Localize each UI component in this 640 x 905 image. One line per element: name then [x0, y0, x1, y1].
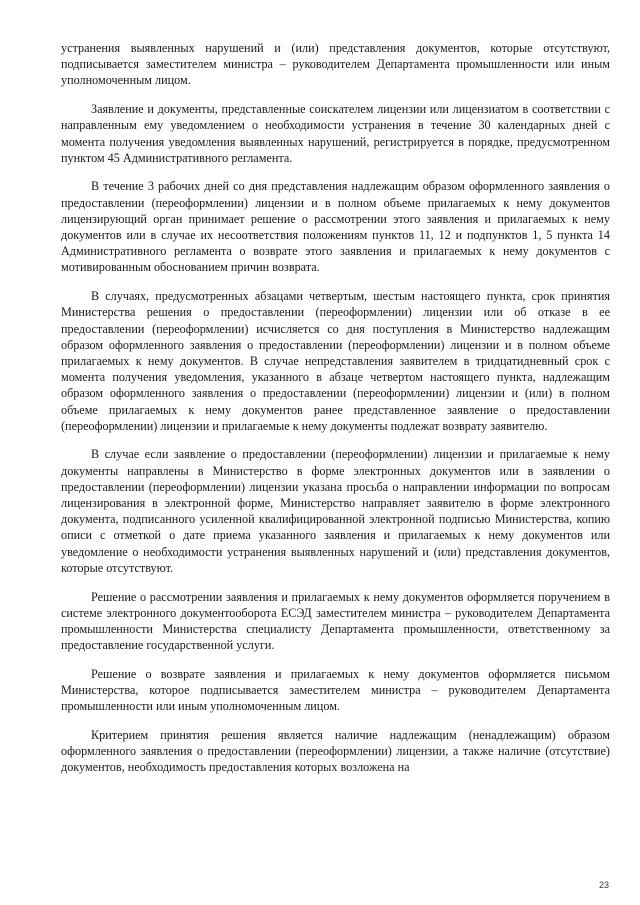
document-page	[61, 40, 610, 788]
paragraph-decision-deadline: В течение 3 рабочих дней со дня представления надлежащим образом оформленного заявления о предоставлении (переоформлении) лицензии и в полном объеме прилагаемых к нему документов лицензирующий орган принимает решение о рассмотрении этого заявления и прилагаемых к нему документов или в случае их несоответствия положениям пунктов 11, 12 и подпунктов 1, 5 пункта 14 Административного регламента о возврате этого заявления и прилагаемых к нему документов с мотивированным обоснованием причин возврата.	[61, 179, 610, 275]
paragraph-return-decision: Решение о возврате заявления и прилагаемых к нему документов оформляется письмом Министерства, которое подписывается заместителем министра – руководителем Департамента промышленности или иным уполномоченным лицом.	[61, 666, 610, 714]
paragraph-continuation: устранения выявленных нарушений и (или) представления документов, которые отсутствуют, подписывается заместителем министра – руководителем Департамента промышленности или иным уполномоченным лицом.	[61, 41, 610, 88]
paragraph-electronic-documents: В случае если заявление о предоставлении (переоформлении) лицензии и прилагаемые к нему документы направлены в Министерство в форме электронных документов или в заявлении о предоставлении (переоформлении) лицензии указана просьба о направлении информации по вопросам лицензирования в электронной форме, Министерство направляет заявителю в форме электронного документа, подписанного усиленной квалифицированной электронной подписью Министерства, копию описи с отметкой о дате приема указанного заявления и прилагаемых к нему документов или уведомление о необходимости устранения выявленных нарушений и (или) представления документов, которые отсутствуют.	[61, 447, 610, 575]
paragraph-consideration-decision: Решение о рассмотрении заявления и прилагаемых к нему документов оформляется поручением в системе электронного документооборота ЕСЭД заместителем министра – руководителем Департамента промышленности Министерства специалисту Департамента промышленности, ответственному за предоставление государственной услуги.	[61, 589, 610, 653]
paragraph-decision-term-calculation: В случаях, предусмотренных абзацами четвертым, шестым настоящего пункта, срок принятия Министерства решения о предоставлении (переоформлении) лицензии или об отказе в ее предоставлении (переоформлении) исчисляется со дня поступления в Министерство надлежащим образом оформленного заявления о предоставлении (переоформлении) лицензии и в полном объеме прилагаемых к нему документов. В случае непредставления заявителем в тридцатидневный срок с момента получения уведомления, указанного в абзаце четвертом настоящего пункта, надлежащим образом оформленного заявления о предоставлении (переоформлении) лицензии и (или) в полном объеме прилагаемых к нему документов ранее представленное заявление о предоставлении (переоформлении) лицензии и прилагаемые к нему документы подлежат возврату заявителю.	[61, 289, 610, 433]
paragraph-decision-criterion: Критерием принятия решения является наличие надлежащим (ненадлежащим) образом оформленного заявления о предоставлении (переоформлении) лицензии, а также наличие (отсутствие) документов, необходимость предоставления которых возложена на	[61, 728, 610, 775]
paragraph-application-registration: Заявление и документы, представленные соискателем лицензии или лицензиатом в соответствии с направленным ему уведомлением о необходимости устранения в течение 30 календарных дней с момента получения уведомления выявленных нарушений, регистрируется в порядке, предусмотренном пунктом 45 Административного регламента.	[61, 102, 610, 165]
page-number: 23	[598, 880, 609, 890]
